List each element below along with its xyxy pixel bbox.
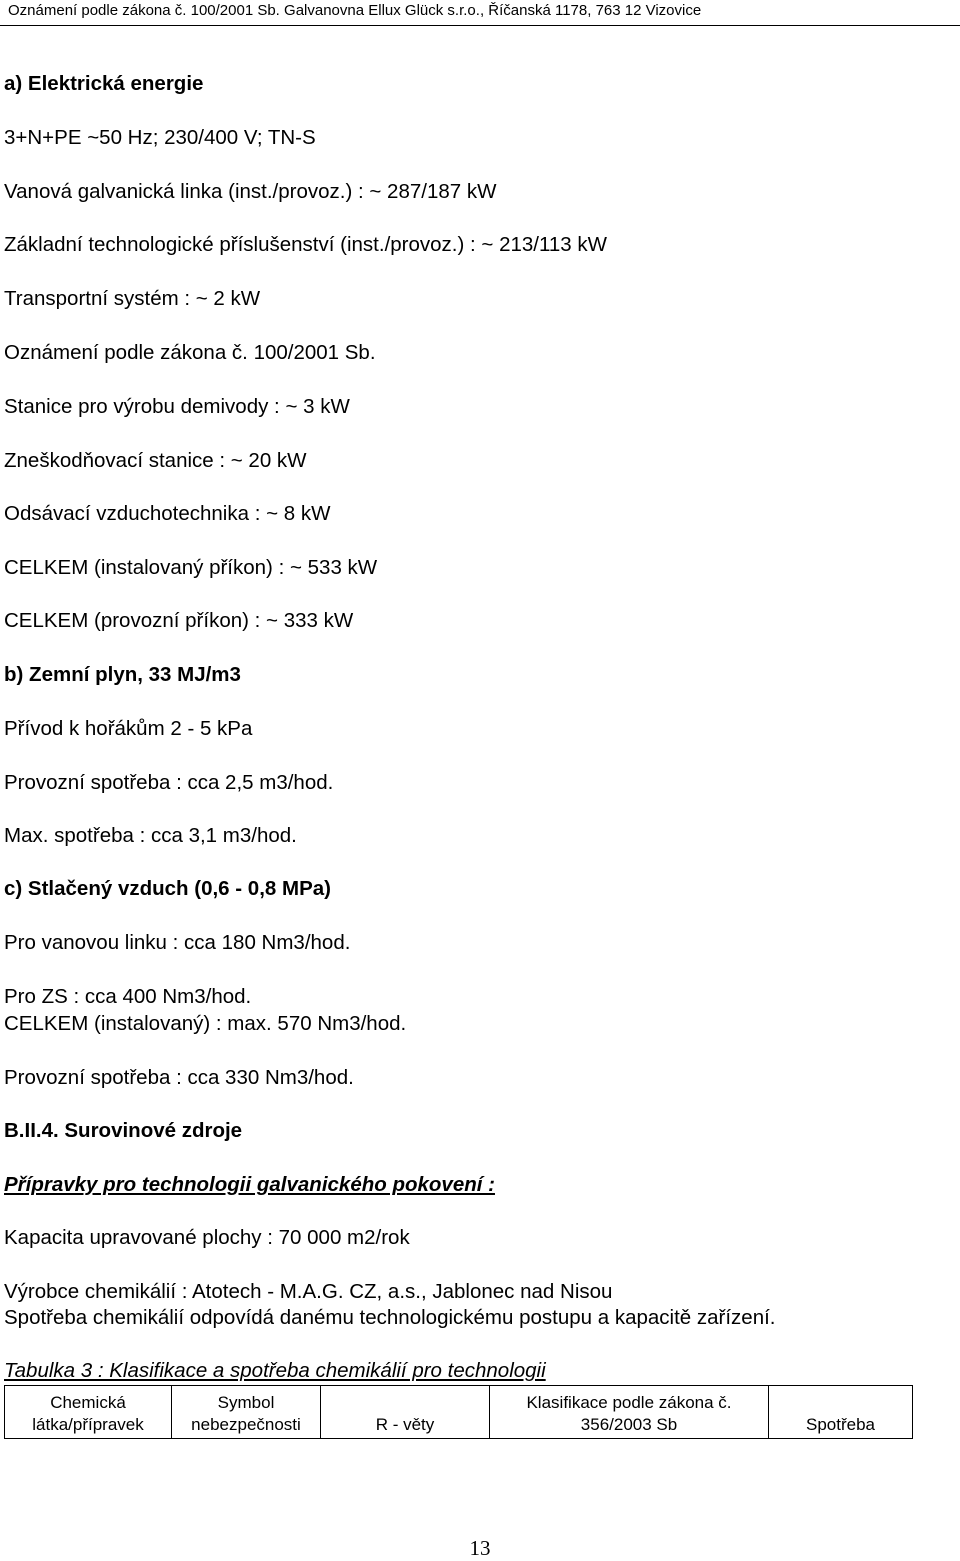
- electricity-line: Odsávací vzduchotechnika : ~ 8 kW: [4, 502, 331, 525]
- section-line: Výrobce chemikálií : Atotech - M.A.G. CZ, a.s., Jablonec nad Nisou: [4, 1280, 613, 1303]
- electricity-line: CELKEM (instalovaný příkon) : ~ 533 kW: [4, 556, 378, 579]
- air-line: CELKEM (instalovaný) : max. 570 Nm3/hod.: [4, 1012, 407, 1035]
- electricity-line: Vanová galvanická linka (inst./provoz.) : ~ 287/187 kW: [4, 180, 497, 203]
- column-header-chemical: Chemická látka/přípravek: [5, 1386, 172, 1439]
- section-line: Spotřeba chemikálií odpovídá danému technologickému postupu a kapacitě zařízení.: [4, 1306, 776, 1329]
- electricity-line: Transportní systém : ~ 2 kW: [4, 287, 261, 310]
- section-heading: B.II.4. Surovinové zdroje: [4, 1119, 243, 1142]
- electricity-heading: a) Elektrická energie: [4, 72, 204, 95]
- air-line: Pro vanovou linku : cca 180 Nm3/hod.: [4, 931, 351, 954]
- gas-line: Přívod k hořákům 2 - 5 kPa: [4, 717, 253, 740]
- section-line: Kapacita upravované plochy : 70 000 m2/rok: [4, 1226, 410, 1249]
- page-header: Oznámení podle zákona č. 100/2001 Sb. Galvanovna Ellux Glück s.r.o., Říčanská 1178, 763 12 Vizovice: [0, 0, 960, 26]
- air-line: Provozní spotřeba : cca 330 Nm3/hod.: [4, 1066, 354, 1089]
- electricity-line: 3+N+PE ~50 Hz; 230/400 V; TN-S: [4, 126, 316, 149]
- gas-heading: b) Zemní plyn, 33 MJ/m3: [4, 663, 241, 686]
- electricity-line: Stanice pro výrobu demivody : ~ 3 kW: [4, 395, 350, 418]
- air-line: Pro ZS : cca 400 Nm3/hod.: [4, 985, 252, 1008]
- electricity-line: Oznámení podle zákona č. 100/2001 Sb.: [4, 341, 376, 364]
- page-number: 13: [469, 1536, 491, 1560]
- table-caption: Tabulka 3 : Klasifikace a spotřeba chemikálií pro technologii: [4, 1359, 546, 1382]
- electricity-line: Základní technologické příslušenství (inst./provoz.) : ~ 213/113 kW: [4, 233, 607, 256]
- chemicals-table: [4, 1385, 913, 1439]
- gas-line: Provozní spotřeba : cca 2,5 m3/hod.: [4, 771, 334, 794]
- gas-line: Max. spotřeba : cca 3,1 m3/hod.: [4, 824, 297, 847]
- air-heading: c) Stlačený vzduch (0,6 - 0,8 MPa): [4, 877, 331, 900]
- section-subheading: Přípravky pro technologii galvanického pokovení :: [4, 1173, 495, 1196]
- table-header-row: [5, 1386, 913, 1439]
- electricity-line: CELKEM (provozní příkon) : ~ 333 kW: [4, 609, 354, 632]
- electricity-line: Zneškodňovací stanice : ~ 20 kW: [4, 449, 307, 472]
- column-header-symbol: Symbol nebezpečnosti: [172, 1386, 321, 1439]
- column-header-consumption: Spotřeba: [769, 1386, 913, 1439]
- column-header-classification: Klasifikace podle zákona č. 356/2003 Sb: [490, 1386, 769, 1439]
- column-header-r-phrases: R - věty: [321, 1386, 490, 1439]
